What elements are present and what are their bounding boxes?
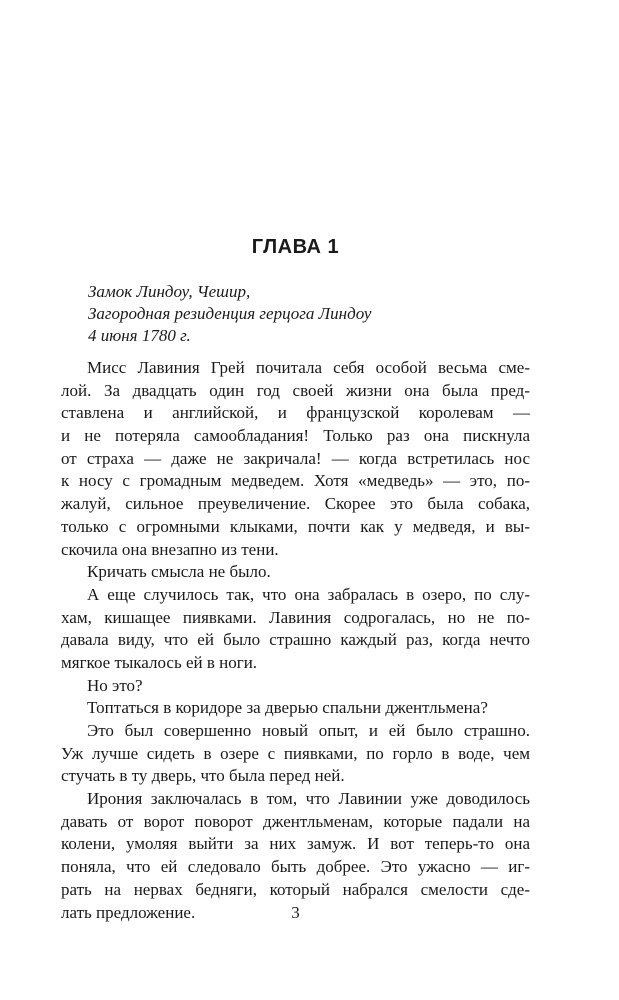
text-line: Уж лучше сидеть в озере с пиявками, по горло в воде, чем [61, 743, 530, 763]
text-line: стучать в ту дверь, что была перед ней. [61, 766, 345, 786]
text-line: лой. За двадцать один год своей жизни она была пред- [61, 380, 530, 400]
text-line: колени, умоляя выйти за них замуж. И вот теперь-то она [61, 834, 530, 854]
text-line: ставлена и английской, и французской королевам — [61, 403, 530, 423]
epigraph [88, 281, 528, 347]
text-line: жалуй, сильное преувеличение. Скорее это была собака, [61, 494, 530, 514]
text-line: Топтаться в коридоре за дверью спальни джентльмена? [87, 698, 488, 718]
text-line: от страха — даже не закричала! — когда встретилась нос [61, 448, 530, 468]
chapter-title: ГЛАВА 1 [251, 236, 340, 258]
text-line: Мисс Лавиния Грей почитала себя особой весьма сме- [87, 358, 530, 377]
text-line: рать на нервах бедняги, который набрался смелости сде- [61, 879, 530, 899]
body-text [61, 357, 530, 924]
text-line: Это был совершенно новый опыт, и ей было страшно. [87, 721, 530, 740]
text-line: лать предложение. [61, 902, 196, 922]
text-line: давать от ворот поворот джентльменам, которые падали на [61, 811, 530, 831]
epigraph-location: Замок Линдоу, Чешир, [88, 282, 251, 301]
text-line: Но это? [87, 675, 143, 695]
text-line: Кричать смысла не было. [87, 562, 271, 582]
text-line: к носу с громадным медведем. Хотя «медведь» — это, по- [61, 471, 530, 491]
text-line: А еще случилось так, что она забралась в озеро, по слу- [87, 584, 530, 604]
page-number: 3 [291, 903, 300, 922]
text-line: скочила она внезапно из тени. [61, 539, 279, 559]
text-line: мягкое тыкалось ей в ноги. [61, 652, 258, 672]
text-line: только с огромными клыками, почти как у медведя, и вы- [61, 516, 530, 536]
epigraph-residence: Загородная резиденция герцога Линдоу [88, 304, 372, 323]
text-line: давала виду, что ей было страшно каждый раз, когда нечто [61, 630, 530, 650]
epigraph-date: 4 июня 1780 г. [88, 326, 191, 345]
book-page [61, 0, 530, 1000]
text-line: хам, кишащее пиявками. Лавиния содрогалась, но не по- [61, 607, 530, 627]
text-line: и не потеряла самообладания! Только раз она пискнула [61, 426, 530, 446]
text-line: Ирония заключалась в том, что Лавинии уже доводилось [87, 789, 530, 809]
text-line: поняла, что ей следовало быть добрее. Это ужасно — иг- [61, 857, 530, 877]
